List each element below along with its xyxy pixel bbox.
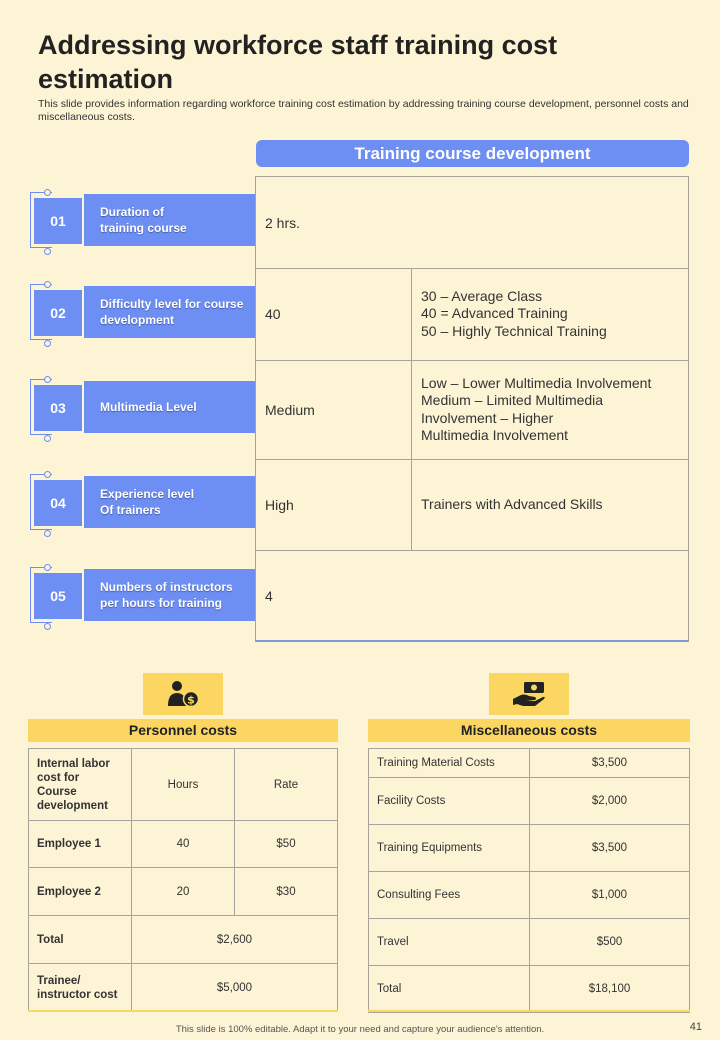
table-cell: Total xyxy=(29,916,132,964)
table-cell: $2,600 xyxy=(132,916,338,964)
table-cell: Employee 1 xyxy=(29,821,132,868)
personnel-costs-header: Personnel costs xyxy=(28,719,338,742)
multimedia-value: Medium xyxy=(265,401,315,418)
training-course-grid xyxy=(255,176,689,642)
item-number: 03 xyxy=(34,385,82,431)
misc-costs-table xyxy=(368,748,690,1013)
table-row xyxy=(29,964,338,1012)
instructors-value: 4 xyxy=(265,587,273,604)
page-title: Addressing workforce staff training cost estimation xyxy=(38,30,558,94)
bracket-dot xyxy=(44,530,51,537)
item-label: Difficulty level for course development xyxy=(84,286,256,338)
difficulty-description: 30 – Average Class 40 = Advanced Training 50 – Highly Technical Training xyxy=(421,287,607,339)
duration-value: 2 hrs. xyxy=(265,214,301,231)
table-cell: $2,000 xyxy=(530,778,690,825)
hand-money-icon xyxy=(489,673,569,715)
bracket-dot xyxy=(44,564,51,571)
table-cell: $3,500 xyxy=(530,749,690,778)
misc-costs-header: Miscellaneous costs xyxy=(368,719,690,742)
training-course-header: Training course development xyxy=(256,140,689,167)
table-row xyxy=(369,966,690,1013)
table-cell: $500 xyxy=(530,919,690,966)
item-number: 05 xyxy=(34,573,82,619)
table-cell: $3,500 xyxy=(530,825,690,872)
training-item-02 xyxy=(28,282,256,342)
table-accent-line xyxy=(368,1010,690,1012)
item-number: 01 xyxy=(34,198,82,244)
experience-value: High xyxy=(265,496,294,513)
table-header-hours: Hours xyxy=(132,749,235,821)
table-cell: 20 xyxy=(132,868,235,916)
table-cell: $30 xyxy=(235,868,338,916)
bracket-dot xyxy=(44,435,51,442)
item-label: Duration of training course xyxy=(84,194,256,246)
item-number: 04 xyxy=(34,480,82,526)
table-cell: $1,000 xyxy=(530,872,690,919)
grid-line xyxy=(256,550,689,551)
multimedia-description: Low – Lower Multimedia Involvement Medium – Limited Multimedia Involvement – Higher Multimedia Involvement xyxy=(421,374,652,443)
bracket-dot xyxy=(44,471,51,478)
bracket-dot xyxy=(44,376,51,383)
table-cell: Employee 2 xyxy=(29,868,132,916)
table-row xyxy=(369,872,690,919)
table-cell: $18,100 xyxy=(530,966,690,1013)
training-item-01 xyxy=(28,190,256,250)
table-row xyxy=(369,919,690,966)
bracket-dot xyxy=(44,248,51,255)
person-dollar-icon xyxy=(143,673,223,715)
table-cell: Facility Costs xyxy=(369,778,530,825)
training-item-05 xyxy=(28,565,256,625)
item-label: Multimedia Level xyxy=(84,381,256,433)
bracket-dot xyxy=(44,340,51,347)
footer-note: This slide is 100% editable. Adapt it to your need and capture your audience's attention. xyxy=(175,1024,545,1035)
svg-text:$: $ xyxy=(187,693,195,707)
item-label: Numbers of instructors per hours for training xyxy=(84,569,256,621)
table-cell: Training Equipments xyxy=(369,825,530,872)
table-cell: 40 xyxy=(132,821,235,868)
bracket-dot xyxy=(44,189,51,196)
table-row xyxy=(29,821,338,868)
page-subtitle: This slide provides information regarding workforce training cost estimation by addressing training course development, personnel costs and miscellaneous costs. xyxy=(38,98,689,123)
table-cell: $50 xyxy=(235,821,338,868)
training-item-04 xyxy=(28,472,256,532)
item-number: 02 xyxy=(34,290,82,336)
table-cell: Consulting Fees xyxy=(369,872,530,919)
difficulty-value: 40 xyxy=(265,306,281,322)
personnel-costs-table xyxy=(28,748,338,1012)
table-cell: Internal labor cost for Course development xyxy=(29,749,132,821)
training-item-03 xyxy=(28,377,256,437)
bracket-dot xyxy=(44,623,51,630)
table-cell: Training Material Costs xyxy=(369,749,530,778)
item-label: Experience level Of trainers xyxy=(84,476,256,528)
table-cell: Travel xyxy=(369,919,530,966)
table-row xyxy=(29,749,338,821)
table-row xyxy=(369,749,690,778)
table-header-rate: Rate xyxy=(235,749,338,821)
table-cell: Total xyxy=(369,966,530,1013)
grid-line xyxy=(411,268,412,550)
table-cell: $5,000 xyxy=(132,964,338,1012)
page-number: 41 xyxy=(689,1021,702,1033)
table-accent-line xyxy=(28,1010,338,1012)
table-row xyxy=(369,825,690,872)
table-cell: Trainee/ instructor cost xyxy=(29,964,132,1012)
bracket-dot xyxy=(44,281,51,288)
table-row xyxy=(369,778,690,825)
experience-description: Trainers with Advanced Skills xyxy=(421,495,603,512)
table-row xyxy=(29,916,338,964)
table-row xyxy=(29,868,338,916)
